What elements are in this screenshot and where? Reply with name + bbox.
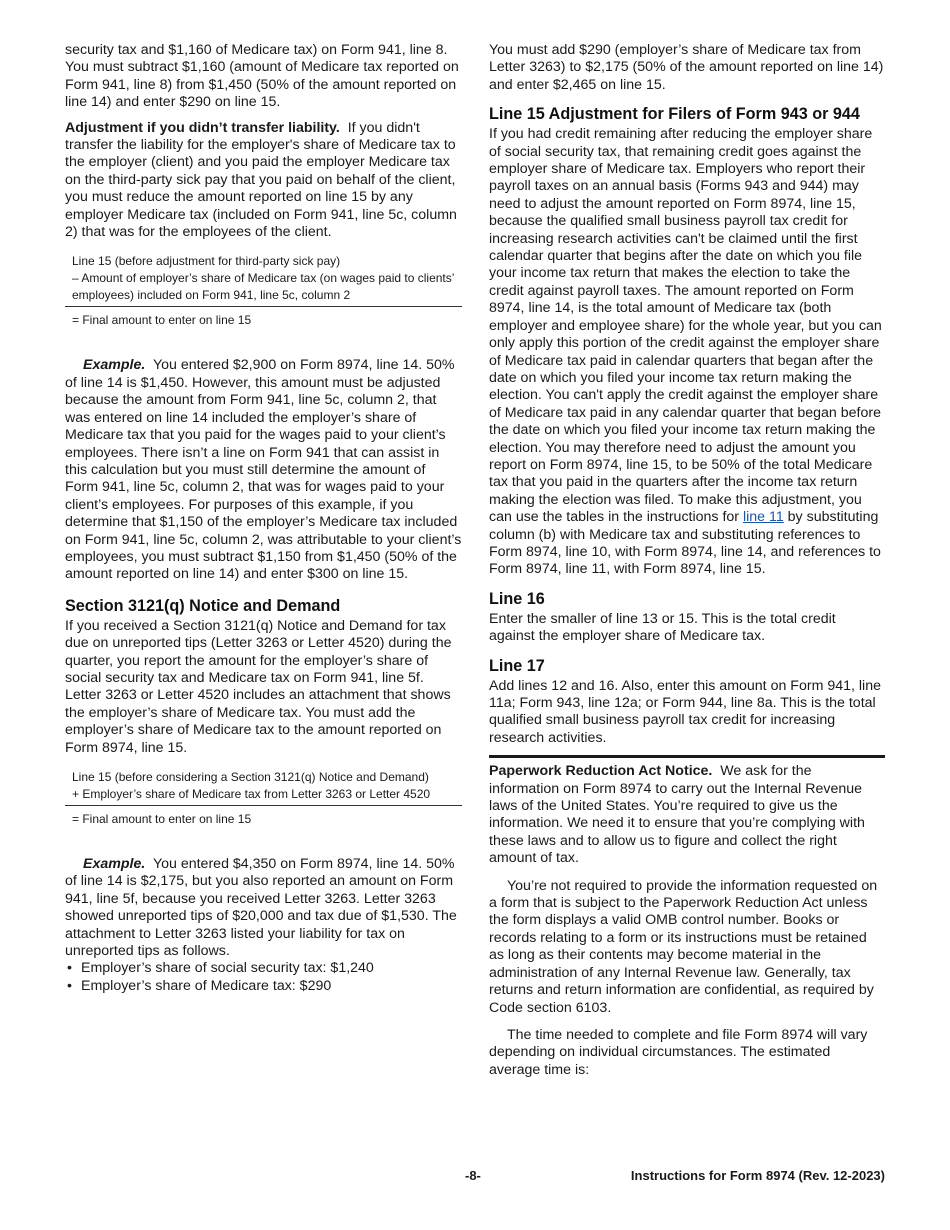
worksheet-line: Line 15 (before adjustment for third-party sick pay) (72, 254, 341, 269)
adjustment-heading: Adjustment if you didn’t transfer liability. (65, 119, 340, 136)
list-item: • Employer’s share of social security tax: $1,240 (65, 960, 462, 977)
right-column (489, 42, 885, 1079)
example-text: You entered $2,900 on Form 8974, line 14. 50% of line 14 is $1,450. However, this amount must be adjusted because the amount from Form 941, line 5c, column 2, that was entered on line 14 included the employer’s share of Medicare tax that you paid for the wages paid to your client’s employees. There isn’t a line on Form 941 that can assist in this calculation but you must still determine the amount of Form 941, line 5c, column 2, that was for wages paid to your client’s employees. For purposes of this example, if you determine that $1,150 of the employer’s Medicare tax included on Form 941, line 5c, column 2, was attributable to your client’s employees, you must subtract $1,150 from $1,450 (50% of the amount reported on line 14) and enter $300 on line 15. (65, 357, 462, 583)
paragraph: You’re not required to provide the information requested on a form that is subject to the Paperwork Reduction Act unless the form displays a valid OMB control number. Books or records relating to a form or its instructions must be retained as long as their contents may become material in the administration of any Internal Revenue law. Generally, tax returns and return information are confidential, as required by Code section 6103. (489, 877, 878, 1016)
example-label: Example. (83, 357, 146, 374)
bullet-list (65, 960, 462, 995)
line15-heading: Line 15 Adjustment for Filers of Form 943 or 944 (489, 105, 860, 124)
adjustment-paragraph (65, 120, 462, 242)
worksheet-result: = Final amount to enter on line 15 (65, 805, 462, 828)
paperwork-paragraph (489, 763, 885, 867)
worksheet-line: + Employer’s share of Medicare tax from Letter 3263 or Letter 4520 (72, 787, 431, 801)
section-text: If you received a Section 3121(q) Notice and Demand for tax due on unreported tips (Letter 3263 or Letter 4520) during the quarter, you report the amount for the employer’s share of social security tax and Medicare tax on Form 941, line 5f. Letter 3263 or Letter 4520 includes an attachment that shows the employer’s share of Medicare tax. You must add the employer’s share of Medicare tax to the amount reported on Form 8974, line 15. (65, 617, 452, 756)
worksheet-line: – Amount of employer’s share of Medicare tax (on wages paid to clients’ employees) included on Form 941, line 5c, column 2 (72, 271, 454, 303)
paragraph: security tax and $1,160 of Medicare tax) on Form 941, line 8. You must subtract $1,160 (amount of Medicare tax reported on Form 941, line 8) from $1,450 (50% of the amount reported on line 14) and enter $290 on line 15. (65, 42, 459, 111)
example-label: Example. (83, 856, 146, 872)
worksheet-third-party-sick-pay (65, 253, 462, 329)
paperwork-text: We ask for the information on Form 8974 to carry out the Internal Revenue laws of the United States. You’re required to give us the information. We need it to ensure that you’re complying with these laws and to allow us to figure and collect the right amount of tax. (489, 763, 865, 867)
page-number: -8- (465, 1168, 481, 1183)
list-item: • Employer’s share of Medicare tax: $290 (65, 978, 462, 995)
line15-text (489, 126, 885, 579)
line17-heading: Line 17 (489, 656, 545, 675)
example-paragraph (65, 357, 462, 583)
paragraph: You must add $290 (employer’s share of Medicare tax from Letter 3263) to $2,175 (50% of the amount reported on line 14) and enter $2,465 on line 15. (489, 42, 884, 93)
left-column (65, 42, 462, 995)
adjustment-text: If you didn't transfer the liability for the employer's share of Medicare tax to the employer (client) and you paid the employer Medicare tax on the third-party sick pay that you paid on behalf of the client, you must reduce the amount reported on line 15 by any employer Medicare tax (included on Form 941, line 5c, column 2) that was for the employees of the client. (65, 119, 457, 241)
document-title: Instructions for Form 8974 (Rev. 12-2023) (630, 1168, 885, 1183)
example-text: You entered $4,350 on Form 8974, line 14. 50% of line 14 is $2,175, but you also reported an amount on Form 941, line 5f, because you received Letter 3263. Letter 3263 showed unreported tips of $20,000 and tax due of $1,530. The attachment to Letter 3263 listed your liability for tax on unreported tips as follows. (65, 856, 457, 960)
paragraph: The time needed to complete and file Form 8974 will vary depending on individual circumstances. The estimated average time is: (489, 1026, 868, 1078)
example-paragraph (65, 856, 462, 960)
worksheet-notice-and-demand (65, 769, 462, 828)
worksheet-line: Line 15 (before considering a Section 3121(q) Notice and Demand) (72, 770, 429, 784)
line16-heading: Line 16 (489, 589, 545, 608)
line15-text-part: by substituting column (b) with Medicare tax and substituting references to Form 8974, line 10, with Form 8974, line 14, and references to Form 8974, line 11, with Form 8974, line 15. (489, 509, 881, 578)
line17-text: Add lines 12 and 16. Also, enter this amount on Form 941, line 11a; Form 943, line 12a; or Form 944, line 8a. This is the total qualified small business payroll tax credit for increasing research activities. (489, 677, 881, 746)
paperwork-heading: Paperwork Reduction Act Notice. (489, 763, 713, 780)
line15-text-part: If you had credit remaining after reducing the employer share of social security tax, that remaining credit goes against the employer share of Medicare tax. Employers who report their payroll taxes on an annual basis (Forms 943 and 944) may need to adjust the amount reported on Form 8974, line 15, because the qualified small business payroll tax credit for increasing research activities can't be claimed until the first calendar quarter that begins after the date on which you file your income tax return that makes the election to take the credit against payroll taxes. The amount reported on Form 8974, line 14, is the total amount of Medicare tax (both employer and employee share) for the whole year, but you can only apply this portion of the credit against the employer share of Medicare tax paid in calendar quarters that began after the date on which you filed your income tax return making the election. You can't apply the credit against the employer share of Medicare tax paid in any calendar quarter that began before the date on which you filed your income tax return making the election. You may therefore need to adjust the amount you report on Form 8974, line 15, to be 50% of the total Medicare tax that you paid in the quarters after the income tax return making the election was filed. To make this adjustment, you can use the tables in the instructions for (489, 126, 882, 526)
line16-text: Enter the smaller of line 13 or 15. This is the total credit against the employer share of Medicare tax. (489, 610, 836, 645)
worksheet-result: = Final amount to enter on line 15 (65, 306, 462, 329)
line-11-link[interactable]: line 11 (742, 509, 784, 526)
paperwork-section (489, 755, 885, 1079)
section-heading: Section 3121(q) Notice and Demand (65, 596, 341, 615)
